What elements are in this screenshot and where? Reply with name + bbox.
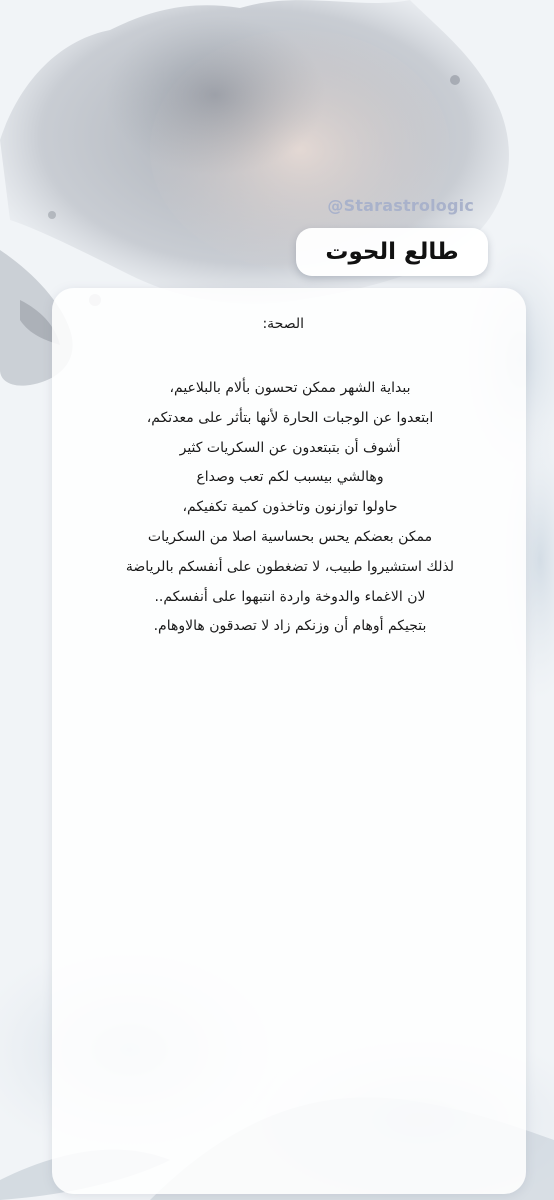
body-text — [90, 374, 490, 642]
section-label: الصحة: — [262, 316, 304, 332]
body-line: بتجيكم أوهام أن وزنكم زاد لا تصدقون هالاوهام. — [153, 618, 427, 635]
body-line: ببداية الشهر ممكن تحسون بألام بالبلاعيم، — [169, 380, 411, 396]
body-line: وهالشي بيسبب لكم تعب وصداع — [196, 469, 384, 486]
account-handle: @Starastrologic — [327, 196, 474, 215]
title-pill — [296, 228, 488, 276]
body-line: لذلك استشيروا طبيب، لا تضغطون على أنفسكم بالرياضة — [125, 558, 455, 575]
body-line: أشوف أن بتبتعدون عن السكريات كثير — [179, 439, 401, 456]
body-line: لان الاغماء والدوخة واردة انتبهوا على أنفسكم.. — [154, 588, 426, 605]
body-line: ابتعدوا عن الوجبات الحارة لأنها بتأثر على معدتكم، — [146, 409, 434, 426]
page-title: طالع الحوت — [325, 239, 459, 265]
body-line: ممكن بعضكم يحس بحساسية اصلا من السكريات — [147, 528, 433, 545]
body-line: حاولوا توازنون وتاخذون كمية تكفيكم، — [182, 499, 398, 516]
